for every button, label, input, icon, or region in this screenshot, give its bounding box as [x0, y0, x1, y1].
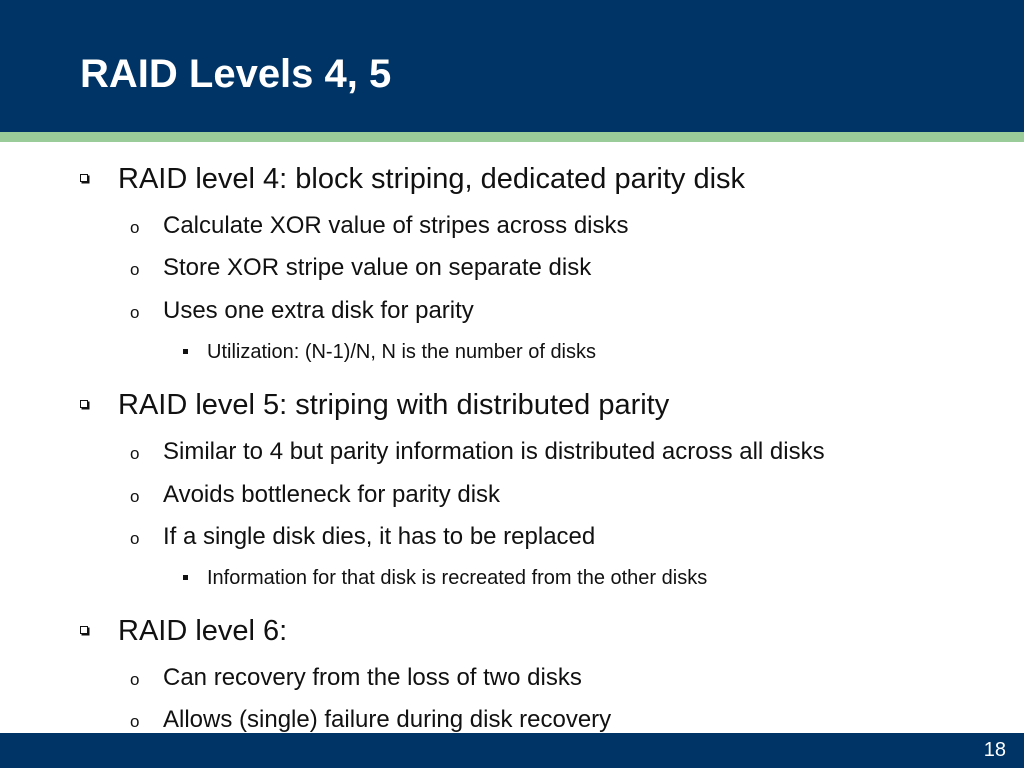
subbullet-text: Uses one extra disk for parity — [163, 297, 474, 324]
circle-bullet-icon: o — [130, 529, 140, 548]
slide-number: 18 — [983, 739, 1006, 761]
bullet-text: RAID level 6: — [118, 615, 288, 647]
circle-bullet-icon: o — [130, 218, 140, 237]
detail-text: Utilization: (N-1)/N, N is the number of disks — [207, 341, 597, 363]
subbullet-text: If a single disk dies, it has to be replaced — [163, 523, 596, 550]
small-square-bullet-icon — [183, 575, 188, 580]
subbullet-text: Allows (single) failure during disk recovery — [163, 706, 612, 733]
circle-bullet-icon: o — [130, 303, 140, 322]
subbullet-text: Can recovery from the loss of two disks — [163, 664, 582, 691]
hollow-square-bullet-icon — [80, 174, 88, 182]
circle-bullet-icon: o — [130, 712, 140, 731]
small-square-bullet-icon — [183, 349, 188, 354]
bullet-text: RAID level 5: striping with distributed parity — [118, 389, 670, 421]
subbullet-text: Similar to 4 but parity information is distributed across all disks — [163, 438, 825, 465]
hollow-square-bullet-icon — [80, 626, 88, 634]
hollow-square-bullet-icon — [80, 400, 88, 408]
circle-bullet-icon: o — [130, 260, 140, 279]
slide-title: RAID Levels 4, 5 — [80, 52, 392, 96]
subbullet-text: Avoids bottleneck for parity disk — [163, 481, 501, 508]
detail-text: Information for that disk is recreated from the other disks — [207, 567, 708, 589]
circle-bullet-icon: o — [130, 487, 140, 506]
bullet-text: RAID level 4: block striping, dedicated parity disk — [118, 163, 746, 195]
subbullet-text: Store XOR stripe value on separate disk — [163, 254, 592, 281]
footer-bar — [0, 733, 1024, 768]
circle-bullet-icon: o — [130, 444, 140, 463]
subbullet-text: Calculate XOR value of stripes across disks — [163, 212, 629, 239]
circle-bullet-icon: o — [130, 670, 140, 689]
